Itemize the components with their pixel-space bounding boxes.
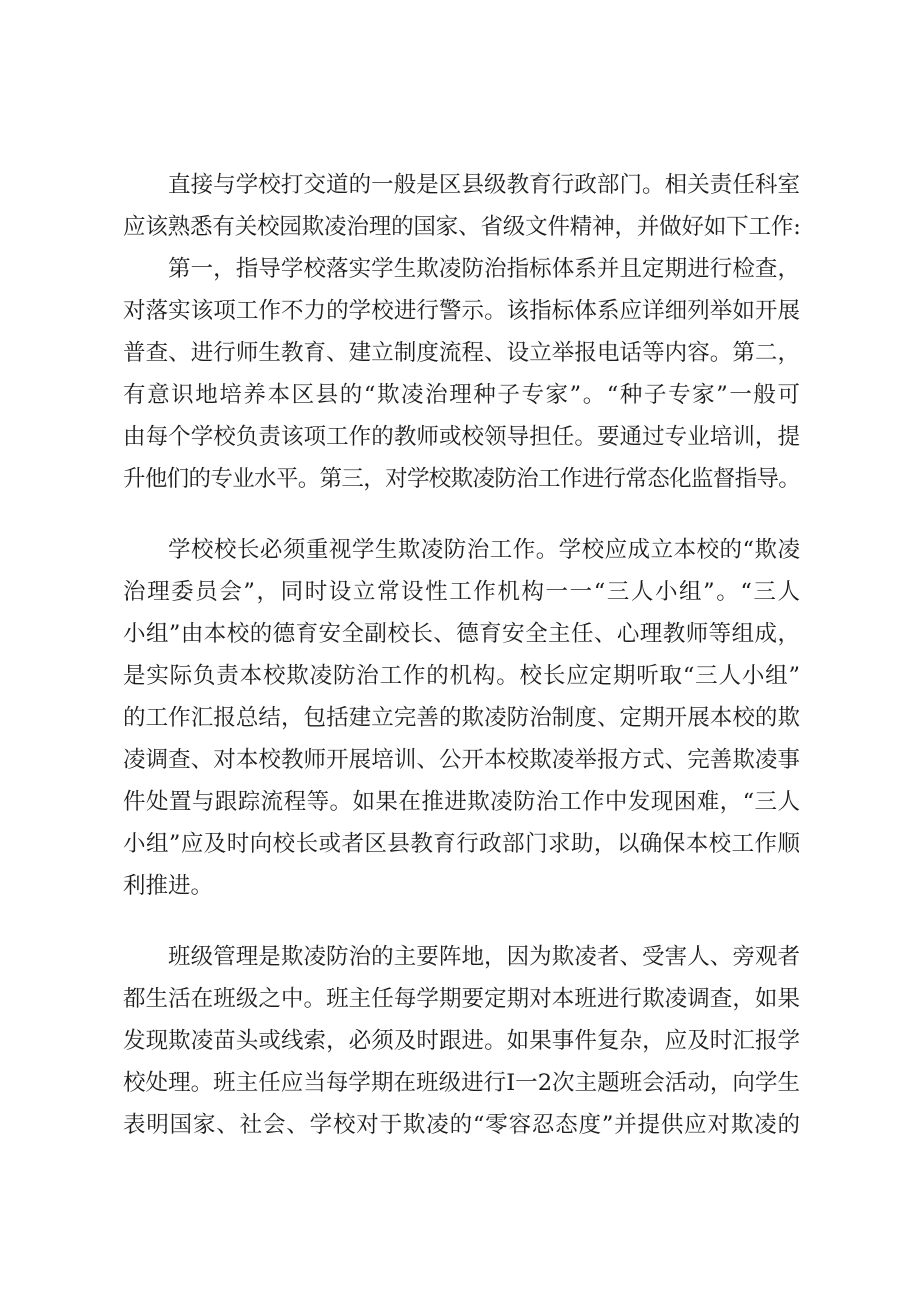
document-body	[123, 164, 800, 1146]
text-line: 表明国家、社会、学校对于欺凌的“零容忍态度”并提供应对欺凌的	[123, 1112, 800, 1138]
text-line: 凌调查、对本校教师开展培训、公开本校欺凌举报方式、完善欺凌事	[123, 747, 800, 773]
text-line: 由每个学校负责该项工作的教师或校领导担任。要通过专业培训，提	[123, 424, 800, 450]
text-line: 是实际负责本校欺凌防治工作的机构。校长应定期听取“三人小组”	[123, 663, 800, 689]
text-line: 应该熟悉有关校园欺凌治理的国家、省级文件精神，并做好如下工作:	[123, 214, 800, 240]
text-line: 对落实该项工作不力的学校进行警示。该指标体系应详细列举如开展	[123, 298, 800, 324]
text-line: 校处理。班主任应当每学期在班级进行I一2次主题班会活动，向学生	[123, 1070, 800, 1096]
text-line: 班级管理是欺凌防治的主要阵地，因为欺凌者、受害人、旁观者	[168, 944, 800, 970]
paragraph-district-tasks	[123, 248, 800, 500]
text-line: 小组”由本校的德育安全副校长、德育安全主任、心理教师等组成，	[123, 621, 800, 647]
text-line: 普查、进行师生教育、建立制度流程、设立举报电话等内容。第二，	[123, 340, 800, 366]
text-line: 发现欺凌苗头或线索，必须及时跟进。如果事件复杂，应及时汇报学	[123, 1028, 800, 1054]
text-line: 升他们的专业水平。第三，对学校欺凌防治工作进行常态化监督指导。	[123, 466, 800, 492]
text-line: 利推进。	[123, 873, 214, 899]
text-line: 的工作汇报总结，包括建立完善的欺凌防治制度、定期开展本校的欺	[123, 705, 800, 731]
paragraph-principal	[123, 529, 800, 907]
text-line: 小组”应及时向校长或者区县教育行政部门求助，以确保本校工作顺	[123, 831, 800, 857]
text-line: 直接与学校打交道的一般是区县级教育行政部门。相关责任科室	[168, 172, 800, 198]
text-line: 件处置与跟踪流程等。如果在推进欺凌防治工作中发现困难，“三人	[123, 789, 800, 815]
paragraph-district-departments	[123, 164, 800, 248]
text-line: 第一，指导学校落实学生欺凌防治指标体系并且定期进行检查，	[168, 256, 800, 282]
text-line: 都生活在班级之中。班主任每学期要定期对本班进行欺凌调查，如果	[123, 986, 800, 1012]
paragraph-class-management	[123, 936, 800, 1146]
text-line: 学校校长必须重视学生欺凌防治工作。学校应成立本校的“欺凌	[168, 537, 800, 563]
text-line: 有意识地培养本区县的“欺凌治理种子专家”。“种子专家”一般可	[123, 382, 800, 408]
text-line: 治理委员会”，同时设立常设性工作机构一一“三人小组”。“三人	[123, 579, 800, 605]
